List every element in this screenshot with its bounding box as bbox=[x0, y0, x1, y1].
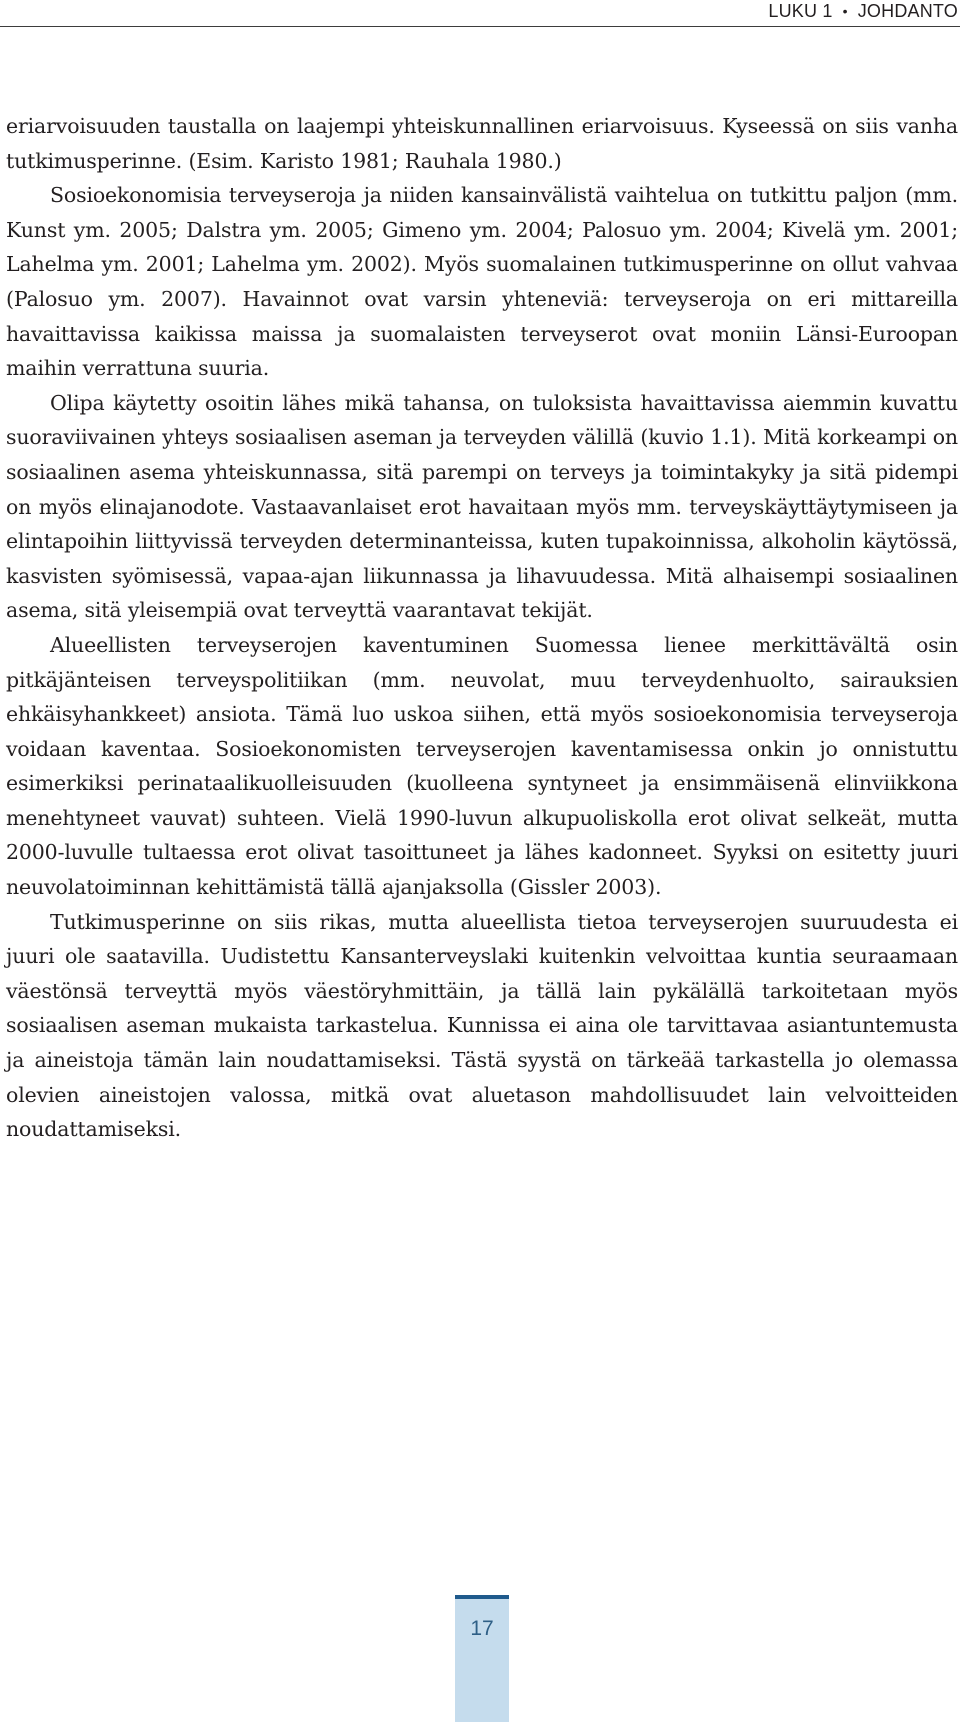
chapter-label: LUKU 1 bbox=[768, 1, 833, 21]
bullet-separator: • bbox=[842, 3, 848, 19]
paragraph-continuation: eriarvoisuuden taustalla on laajempi yhteiskunnallinen eriarvoisuus. Kyseessä on siis vanha tutkimusperinne. (Esim. Karisto 1981; Rauhala 1980.) bbox=[6, 114, 958, 173]
paragraph-conclusion: Tutkimusperinne on siis rikas, mutta alueellista tietoa terveyserojen suuruudesta ei juuri ole saatavilla. Uudistettu Kansanterveyslaki kuitenkin velvoittaa kuntia seuraamaan väestönsä terveyttä myös väestöryhmittäin, ja tällä lain pykälällä tarkoitetaan myös sosiaalisen aseman mukaista tarkastelua. Kunnissa ei aina ole tarvittavaa asiantuntemusta ja aineistoja tämän lain noudattamiseksi. Tästä syystä on tärkeää tarkastella jo olemassa olevien aineistojen valossa, mitkä ovat aluetason mahdollisuudet lain velvoitteiden noudattamiseksi. bbox=[6, 909, 958, 1142]
paragraph-social-status: Olipa käytetty osoitin lähes mikä tahansa, on tuloksista havaittavissa aiemmin kuvattu suoraviivainen yhteys sosiaalisen aseman ja terveyden välillä (kuvio 1.1). Mitä korkeampi on sosiaalinen asema yhteiskunnassa, sitä parempi on terveys ja toimintakyky ja sitä pidempi on myös elinajanodote. Vastaavanlaiset erot havaitaan myös mm. terveyskäyttäytymiseen ja elintapoihin liittyvissä terveyden determinanteissa, kuten tupakoinnissa, alkoholin käytössä, kasvisten syömisessä, vapaa-ajan liikunnassa ja lihavuudessa. Mitä alhaisempi sosiaalinen asema, sitä yleisempiä ovat terveyttä vaarantavat tekijät. bbox=[6, 390, 958, 623]
page-number: 17 bbox=[470, 1617, 494, 1640]
section-label: JOHDANTO bbox=[857, 1, 958, 21]
paragraph-research-tradition: Sosioekonomisia terveyseroja ja niiden kansainvälistä vaihtelua on tutkittu paljon (mm. Kunst ym. 2005; Dalstra ym. 2005; Gimeno ym. 2004; Palosuo ym. 2004; Kivelä ym. 2001; Lahelma ym. 2001; Lahelma ym. 2002). Myös suomalainen tutkimusperinne on ollut vahvaa (Palosuo ym. 2007). Havainnot ovat varsin yhteneviä: terveyseroja on eri mittareilla havaittavissa kaikissa maissa ja suomalaisten terveyserot ovat moniin Länsi-Euroopan maihin verrattuna suuria. bbox=[6, 183, 958, 381]
running-header bbox=[0, 0, 960, 27]
paragraph-regional-differences: Alueellisten terveyserojen kaventuminen Suomessa lienee merkittävältä osin pitkäjänteisen terveyspolitiikan (mm. neuvolat, muu terveydenhuolto, sairauksien ehkäisyhankkeet) ansiota. Tämä luo uskoa siihen, että myös sosioekonomisia terveyseroja voidaan kaventaa. Sosioekonomisten terveyserojen kaventamisessa onkin jo onnistuttu esimerkiksi perinataalikuolleisuuden (kuolleena syntyneet ja ensimmäisenä elinviikkona menehtyneet vauvat) suhteen. Vielä 1990-luvun alkupuoliskolla erot olivat selkeät, mutta 2000-luvulle tultaessa erot olivat tasoittuneet ja lähes kadonneet. Syyksi on esitetty juuri neuvolatoiminnan kehittämistä tällä ajanjaksolla (Gissler 2003). bbox=[6, 632, 958, 900]
page-number-tab bbox=[455, 1595, 509, 1722]
chapter-heading bbox=[768, 1, 958, 22]
body-text bbox=[6, 109, 958, 1147]
